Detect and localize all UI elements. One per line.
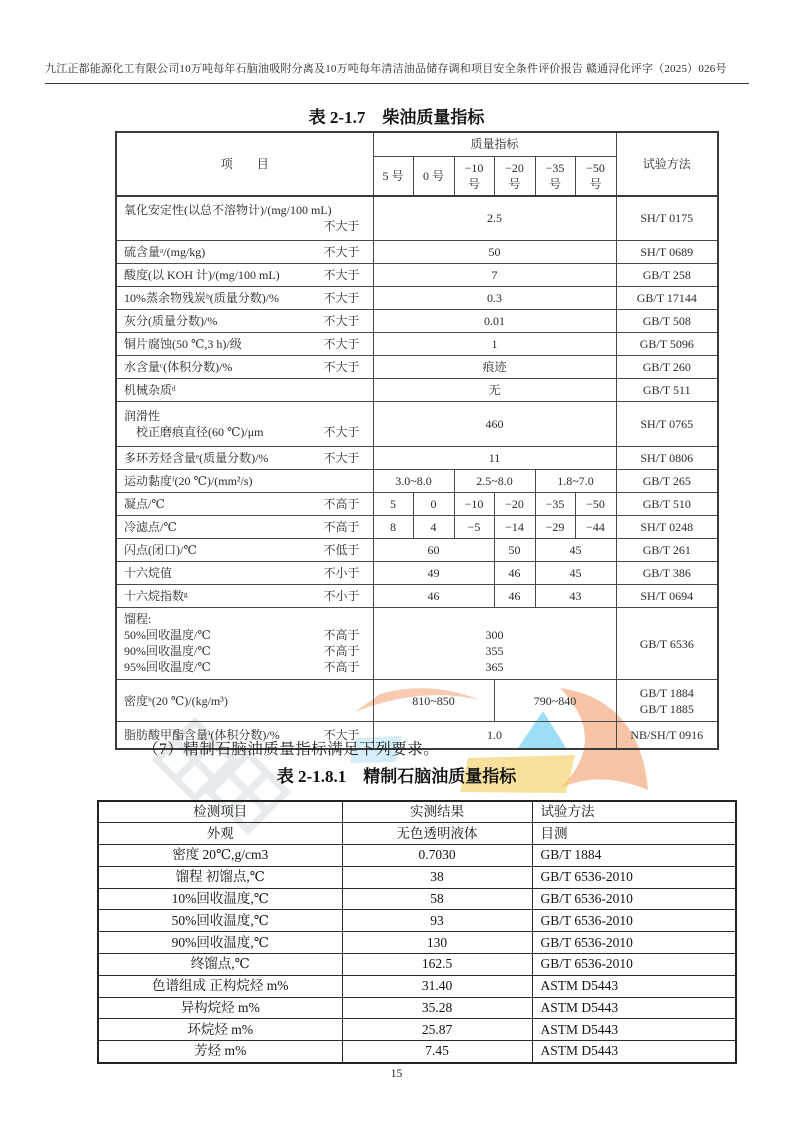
item-cell: 10%回收温度,℃ (98, 888, 342, 910)
table-row (116, 402, 718, 447)
item-qualifier: 不大于 (323, 451, 360, 465)
item-qualifier: 不高于 (323, 497, 360, 511)
item-qualifier: 不高于 (323, 520, 360, 534)
grade-header: 0 号 (413, 156, 454, 196)
item-qualifier: 不高于 (323, 628, 360, 642)
item-subname: 50%回收温度/℃ (124, 628, 211, 642)
item-qualifier: 不大于 (323, 268, 360, 282)
method-line: GB/T 1885 (639, 701, 694, 716)
method-cell: SH/T 0248 (616, 516, 718, 539)
value-cell (373, 608, 616, 680)
method-cell: GB/T 1884 (532, 845, 736, 867)
value-cell: 0.01 (373, 310, 616, 333)
grade-header: −50 号 (575, 156, 616, 196)
item-qualifier: 不大于 (323, 337, 360, 351)
table-row (116, 287, 718, 310)
item-name: 冷滤点/℃ (124, 520, 177, 534)
item-qualifier: 不大于 (323, 360, 360, 374)
item-subname: 95%回收温度/℃ (124, 660, 211, 674)
value-cell: 46 (373, 585, 494, 608)
table-row (116, 241, 718, 264)
item-qualifier: 不大于 (323, 727, 360, 742)
item-name: 润滑性 (124, 409, 161, 423)
document-running-head: 九江正都能源化工有限公司10万吨每年石脑油吸附分离及10万吨每年清洁油品储存调和项目安全条件评价报告 赣通浔化评字（2025）026号 (45, 60, 749, 84)
item-name: 硫含量ᵃ/(mg/kg) (124, 245, 206, 259)
value-cell: 46 (494, 585, 535, 608)
item-qualifier: 不小于 (323, 589, 360, 603)
item-cell (116, 333, 373, 356)
item-cell (116, 585, 373, 608)
result-cell: 7.45 (342, 1041, 532, 1063)
value-cell: 49 (373, 562, 494, 585)
value-cell: 50 (494, 539, 535, 562)
table-row (98, 1041, 736, 1063)
item-name: 铜片腐蚀(50 ℃,3 h)/级 (124, 337, 242, 351)
header-row (98, 801, 736, 823)
col-header-test-item: 检测项目 (98, 801, 342, 823)
value-cell: 0 (413, 493, 454, 516)
value-cell: −5 (454, 516, 494, 539)
value-cell: 2.5 (373, 196, 616, 241)
item-cell (116, 608, 373, 680)
item-subname: 90%回收温度/℃ (124, 644, 211, 658)
method-cell: GB/T 265 (616, 470, 718, 493)
value-cell: 790~840 (494, 680, 616, 722)
method-cell: GB/T 6536-2010 (532, 866, 736, 888)
diesel-quality-table (115, 131, 719, 750)
item-cell (116, 447, 373, 470)
item-subname: 校正磨痕直径(60 ℃)/μm (136, 425, 264, 439)
item-qualifier: 不大于 (323, 425, 360, 439)
col-header-method: 试验方法 (616, 132, 718, 196)
naphtha-quality-table (97, 800, 737, 1064)
item-name: 闪点(闭口)/℃ (124, 543, 197, 557)
table-row (116, 310, 718, 333)
item-cell: 色谱组成 正构烷烃 m% (98, 975, 342, 997)
table-row (98, 954, 736, 976)
item-name: 凝点/℃ (124, 497, 165, 511)
table-row (116, 585, 718, 608)
item-cell: 密度 20℃,g/cm3 (98, 845, 342, 867)
result-cell: 38 (342, 866, 532, 888)
method-cell: GB/T 386 (616, 562, 718, 585)
method-cell: 目测 (532, 823, 736, 845)
item-cell: 馏程 初馏点,℃ (98, 866, 342, 888)
table-row (116, 264, 718, 287)
page-number: 15 (390, 1068, 403, 1080)
table-row (116, 562, 718, 585)
method-cell: SH/T 0175 (616, 196, 718, 241)
result-cell: 31.40 (342, 975, 532, 997)
value-cell: −50 (575, 493, 616, 516)
result-cell: 0.7030 (342, 845, 532, 867)
method-cell: GB/T 6536-2010 (532, 932, 736, 954)
grade-header: −20 号 (494, 156, 535, 196)
method-cell: SH/T 0806 (616, 447, 718, 470)
result-cell: 25.87 (342, 1019, 532, 1041)
table-row (116, 333, 718, 356)
result-cell: 35.28 (342, 997, 532, 1019)
item-cell (116, 264, 373, 287)
item-qualifier: 不高于 (323, 644, 360, 658)
method-cell: GB/T 5096 (616, 333, 718, 356)
item-name: 多环芳烃含量ᵉ(质量分数)/% (124, 451, 269, 465)
header-row-1 (116, 132, 718, 156)
result-cell: 130 (342, 932, 532, 954)
item-qualifier: 不大于 (323, 245, 360, 259)
item-name: 十六烷值 (124, 566, 173, 580)
method-cell: ASTM D5443 (532, 997, 736, 1019)
value-cell: 1.0 (373, 722, 616, 749)
table-row (98, 866, 736, 888)
table-row (116, 493, 718, 516)
grade-header: 5 号 (373, 156, 413, 196)
item-cell (116, 680, 373, 722)
distillation-value: 300 (485, 628, 504, 642)
item-cell: 外观 (98, 823, 342, 845)
item-cell (116, 470, 373, 493)
item-name: 灰分(质量分数)/% (124, 314, 218, 328)
item-cell: 50%回收温度,℃ (98, 910, 342, 932)
value-cell: 460 (373, 402, 616, 447)
result-cell: 93 (342, 910, 532, 932)
distillation-value: 365 (485, 660, 504, 674)
item-cell: 终馏点,℃ (98, 954, 342, 976)
method-cell: GB/T 510 (616, 493, 718, 516)
value-cell: 2.5~8.0 (454, 470, 535, 493)
method-cell: SH/T 0694 (616, 585, 718, 608)
method-cell: GB/T 260 (616, 356, 718, 379)
item-cell: 环烷烃 m% (98, 1019, 342, 1041)
table2-title: 表 2-1.8.1 精制石脑油质量指标 (276, 767, 517, 786)
method-cell: GB/T 6536-2010 (532, 954, 736, 976)
method-line: GB/T 1884 (639, 685, 694, 700)
table1-title: 表 2-1.7 柴油质量指标 (308, 108, 485, 127)
method-cell: GB/T 6536 (616, 608, 718, 680)
col-header-measured-result: 实测结果 (342, 801, 532, 823)
table-row (116, 356, 718, 379)
value-cell: 无 (373, 379, 616, 402)
value-cell: 7 (373, 264, 616, 287)
value-cell: 11 (373, 447, 616, 470)
method-cell: ASTM D5443 (532, 975, 736, 997)
value-cell: 0.3 (373, 287, 616, 310)
item-cell (116, 196, 373, 241)
item-name: 运动黏度ᶠ(20 ℃)/(mm²/s) (124, 474, 253, 488)
distillation-value: 355 (485, 644, 504, 658)
value-cell: −29 (535, 516, 575, 539)
item-cell (116, 287, 373, 310)
col-header-quality: 质量指标 (373, 132, 616, 156)
item-name: 氧化安定性(以总不溶物计)/(mg/100 mL) (124, 203, 332, 218)
item-name: 脂肪酸甲酯含量ⁱ(体积分数)/% (124, 727, 280, 742)
item-name: 十六烷指数ᵍ (124, 589, 188, 603)
col-header-item: 项 目 (116, 132, 373, 196)
table-row (116, 680, 718, 722)
value-cell: 45 (535, 562, 616, 585)
table-row (98, 823, 736, 845)
table-row (98, 910, 736, 932)
item-name: 密度ʰ(20 ℃)/(kg/m³) (124, 693, 228, 708)
item-cell (116, 356, 373, 379)
value-cell: 5 (373, 493, 413, 516)
method-cell: GB/T 261 (616, 539, 718, 562)
value-cell: −10 (454, 493, 494, 516)
value-cell: 60 (373, 539, 494, 562)
paragraph-7: （7）精制石脑油质量指标满足下列要求。 (143, 741, 440, 758)
table-row (116, 196, 718, 241)
value-cell: −44 (575, 516, 616, 539)
method-cell: GB/T 6536-2010 (532, 910, 736, 932)
value-cell: 4 (413, 516, 454, 539)
item-qualifier: 不低于 (323, 543, 360, 557)
item-qualifier: 不大于 (323, 219, 360, 234)
item-cell: 芳烃 m% (98, 1041, 342, 1063)
value-cell: 痕迹 (373, 356, 616, 379)
table-row (98, 975, 736, 997)
item-name: 水含量ᶜ(体积分数)/% (124, 360, 233, 374)
result-cell: 58 (342, 888, 532, 910)
item-name: 10%蒸余物残炭ᵇ(质量分数)/% (124, 291, 280, 305)
item-name: 机械杂质ᵈ (124, 383, 176, 397)
item-name: 馏程: (124, 612, 152, 626)
spacer (378, 611, 612, 627)
method-cell: ASTM D5443 (532, 1041, 736, 1063)
item-cell (116, 516, 373, 539)
table-row (98, 888, 736, 910)
item-qualifier: 不大于 (323, 291, 360, 305)
method-cell: GB/T 6536-2010 (532, 888, 736, 910)
item-qualifier: 不小于 (323, 566, 360, 580)
result-cell: 162.5 (342, 954, 532, 976)
item-qualifier: 不高于 (323, 660, 360, 674)
grade-header: −35 号 (535, 156, 575, 196)
table-row (116, 447, 718, 470)
item-cell: 异构烷烃 m% (98, 997, 342, 1019)
table-row-distillation (116, 608, 718, 680)
item-cell (116, 379, 373, 402)
table-row (116, 470, 718, 493)
item-cell (116, 310, 373, 333)
item-name: 酸度(以 KOH 计)/(mg/100 mL) (124, 268, 280, 282)
item-cell (116, 493, 373, 516)
table-row (116, 516, 718, 539)
value-cell: 8 (373, 516, 413, 539)
value-cell: −20 (494, 493, 535, 516)
value-cell: −14 (494, 516, 535, 539)
table-row (98, 1019, 736, 1041)
item-cell: 90%回收温度,℃ (98, 932, 342, 954)
table-row (98, 997, 736, 1019)
value-cell: 46 (494, 562, 535, 585)
item-cell (116, 241, 373, 264)
method-cell: SH/T 0765 (616, 402, 718, 447)
result-cell: 无色透明液体 (342, 823, 532, 845)
table-row (116, 379, 718, 402)
table-row (98, 932, 736, 954)
method-cell: GB/T 508 (616, 310, 718, 333)
value-cell: 810~850 (373, 680, 494, 722)
method-cell: NB/SH/T 0916 (616, 722, 718, 749)
method-cell: ASTM D5443 (532, 1019, 736, 1041)
method-cell: GB/T 17144 (616, 287, 718, 310)
item-cell (116, 539, 373, 562)
item-cell (116, 562, 373, 585)
method-cell: GB/T 258 (616, 264, 718, 287)
value-cell: 50 (373, 241, 616, 264)
value-cell: 43 (535, 585, 616, 608)
value-cell: 3.0~8.0 (373, 470, 454, 493)
item-cell (116, 402, 373, 447)
item-qualifier: 不大于 (323, 314, 360, 328)
method-cell (616, 680, 718, 722)
value-cell: 45 (535, 539, 616, 562)
method-cell: GB/T 511 (616, 379, 718, 402)
value-cell: 1.8~7.0 (535, 470, 616, 493)
col-header-test-method: 试验方法 (532, 801, 736, 823)
table-row (98, 845, 736, 867)
value-cell: −35 (535, 493, 575, 516)
grade-header: −10 号 (454, 156, 494, 196)
method-cell: SH/T 0689 (616, 241, 718, 264)
value-cell: 1 (373, 333, 616, 356)
table-row (116, 539, 718, 562)
